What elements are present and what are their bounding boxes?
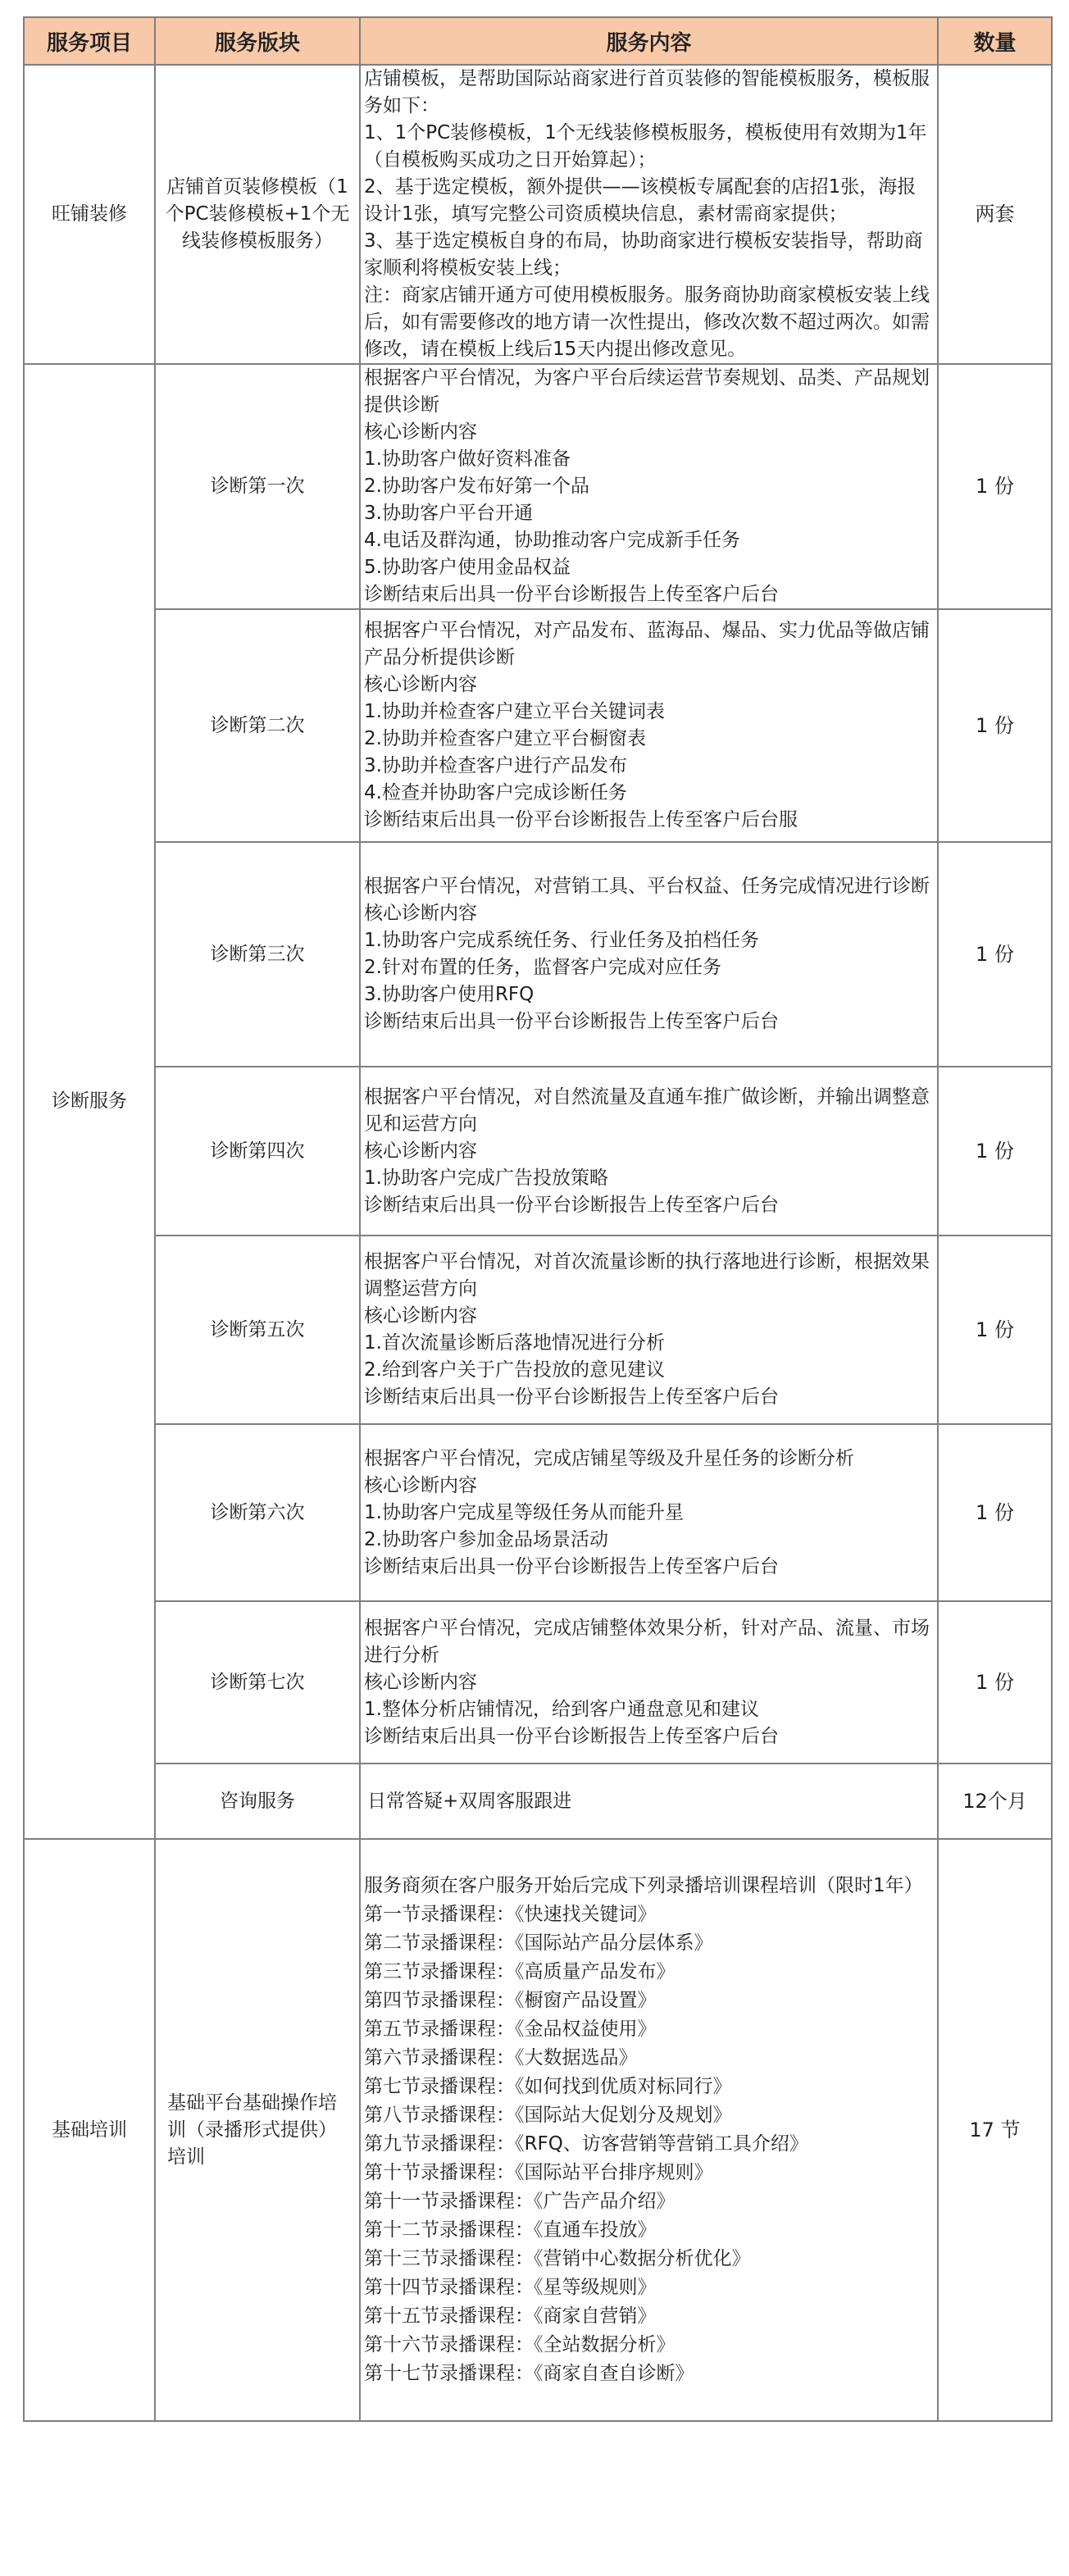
quantity-cell: 1 份: [938, 842, 1052, 1067]
service-block-cell: 咨询服务: [155, 1764, 360, 1839]
quantity-cell: 1 份: [938, 1236, 1052, 1424]
service-item-cell: 旺铺装修: [24, 65, 155, 364]
service-block-cell: 诊断第六次: [155, 1424, 360, 1601]
service-block-cell: 诊断第四次: [155, 1067, 360, 1236]
header-service-content: 服务内容: [360, 17, 938, 65]
service-content-cell: 根据客户平台情况，对产品发布、蓝海品、爆品、实力优品等做店铺产品分析提供诊断 核心诊断内容 1.协助并检查客户建立平台关键词表 2.协助并检查客户建立平台橱窗表 3.协助并检查客户进行产品发布 4.检查并协助客户完成诊断任务 诊断结束后出具一份平台诊断报告上传至客户后台服: [360, 609, 938, 842]
service-block-cell: 基础平台基础操作培训（录播形式提供）培训: [155, 1839, 360, 2421]
table-row: [24, 364, 1052, 609]
service-content-cell: 服务商须在客户服务开始后完成下列录播培训课程培训（限时1年） 第一节录播课程：《快速找关键词》 第二节录播课程：《国际站产品分层体系》 第三节录播课程：《高质量产品发布》 第四节录播课程：《橱窗产品设置》 第五节录播课程：《金品权益使用》 第六节录播课程：《大数据选品》 第七节录播课程：《如何找到优质对标同行》 第八节录播课程：《国际站大促划分及规划》 第九节录播课程：《RFQ、访客营销等营销工具介绍》 第十节录播课程：《国际站平台排序规则》 第十一节录播课程：《广告产品介绍》 第十二节录播课程：《直通车投放》 第十三节录播课程：《营销中心数据分析优化》 第十四节录播课程：《星等级规则》 第十五节录播课程：《商家自营销》 第十六节录播课程：《全站数据分析》 第十七节录播课程：《商家自查自诊断》: [360, 1839, 938, 2421]
header-service-block: 服务版块: [155, 17, 360, 65]
header-quantity: 数量: [938, 17, 1052, 65]
table-row: [24, 1764, 1052, 1839]
table-row: [24, 609, 1052, 842]
service-block-cell: 诊断第二次: [155, 609, 360, 842]
quantity-cell: 1 份: [938, 609, 1052, 842]
table-row: [24, 1236, 1052, 1424]
table-row: [24, 1067, 1052, 1236]
service-block-cell: 店铺首页装修模板（1个PC装修模板+1个无线装修模板服务）: [155, 65, 360, 364]
service-content-cell: 店铺模板，是帮助国际站商家进行首页装修的智能模板服务，模板服务如下： 1、1个PC装修模板，1个无线装修模板服务，模板使用有效期为1年（自模板购买成功之日开始算起）； 2、基于选定模板，额外提供——该模板专属配套的店招1张，海报设计1张，填写完整公司资质模块信息，素材需商家提供； 3、基于选定模板自身的布局，协助商家进行模板安装指导，帮助商家顺利将模板安装上线； 注：商家店铺开通方可使用模板服务。服务商协助商家模板安装上线后，如有需要修改的地方请一次性提出，修改次数不超过两次。如需修改，请在模板上线后15天内提出修改意见。: [360, 65, 938, 364]
service-item-cell: 诊断服务: [24, 364, 155, 1839]
table-row: [24, 1601, 1052, 1764]
service-block-cell: 诊断第三次: [155, 842, 360, 1067]
service-content-cell: 根据客户平台情况，对自然流量及直通车推广做诊断，并输出调整意见和运营方向 核心诊断内容 1.协助客户完成广告投放策略 诊断结束后出具一份平台诊断报告上传至客户后台: [360, 1067, 938, 1236]
table-row: [24, 1839, 1052, 2421]
quantity-cell: 两套: [938, 65, 1052, 364]
service-table: [23, 16, 1053, 2422]
quantity-cell: 17 节: [938, 1839, 1052, 2421]
table-row: [24, 842, 1052, 1067]
service-content-cell: 日常答疑+双周客服跟进: [360, 1764, 938, 1839]
service-block-cell: 诊断第一次: [155, 364, 360, 609]
header-row: [24, 17, 1052, 65]
table-row: [24, 1424, 1052, 1601]
service-content-cell: 根据客户平台情况，完成店铺整体效果分析，针对产品、流量、市场进行分析 核心诊断内容 1.整体分析店铺情况，给到客户通盘意见和建议 诊断结束后出具一份平台诊断报告上传至客户后台: [360, 1601, 938, 1764]
service-block-cell: 诊断第七次: [155, 1601, 360, 1764]
quantity-cell: 1 份: [938, 1067, 1052, 1236]
table-row: [24, 65, 1052, 364]
quantity-cell: 1 份: [938, 364, 1052, 609]
service-content-cell: 根据客户平台情况，对营销工具、平台权益、任务完成情况进行诊断 核心诊断内容 1.协助客户完成系统任务、行业任务及拍档任务 2.针对布置的任务，监督客户完成对应任务 3.协助客户使用RFQ 诊断结束后出具一份平台诊断报告上传至客户后台: [360, 842, 938, 1067]
quantity-cell: 1 份: [938, 1601, 1052, 1764]
service-item-cell: 基础培训: [24, 1839, 155, 2421]
header-service-item: 服务项目: [24, 17, 155, 65]
service-content-cell: 根据客户平台情况，对首次流量诊断的执行落地进行诊断，根据效果调整运营方向 核心诊断内容 1.首次流量诊断后落地情况进行分析 2.给到客户关于广告投放的意见建议 诊断结束后出具一份平台诊断报告上传至客户后台: [360, 1236, 938, 1424]
quantity-cell: 12个月: [938, 1764, 1052, 1839]
service-block-cell: 诊断第五次: [155, 1236, 360, 1424]
service-content-cell: 根据客户平台情况，为客户平台后续运营节奏规划、品类、产品规划提供诊断 核心诊断内容 1.协助客户做好资料准备 2.协助客户发布好第一个品 3.协助客户平台开通 4.电话及群沟通，协助推动客户完成新手任务 5.协助客户使用金品权益 诊断结束后出具一份平台诊断报告上传至客户后台: [360, 364, 938, 609]
service-content-cell: 根据客户平台情况，完成店铺星等级及升星任务的诊断分析 核心诊断内容 1.协助客户完成星等级任务从而能升星 2.协助客户参加金品场景活动 诊断结束后出具一份平台诊断报告上传至客户后台: [360, 1424, 938, 1601]
quantity-cell: 1 份: [938, 1424, 1052, 1601]
